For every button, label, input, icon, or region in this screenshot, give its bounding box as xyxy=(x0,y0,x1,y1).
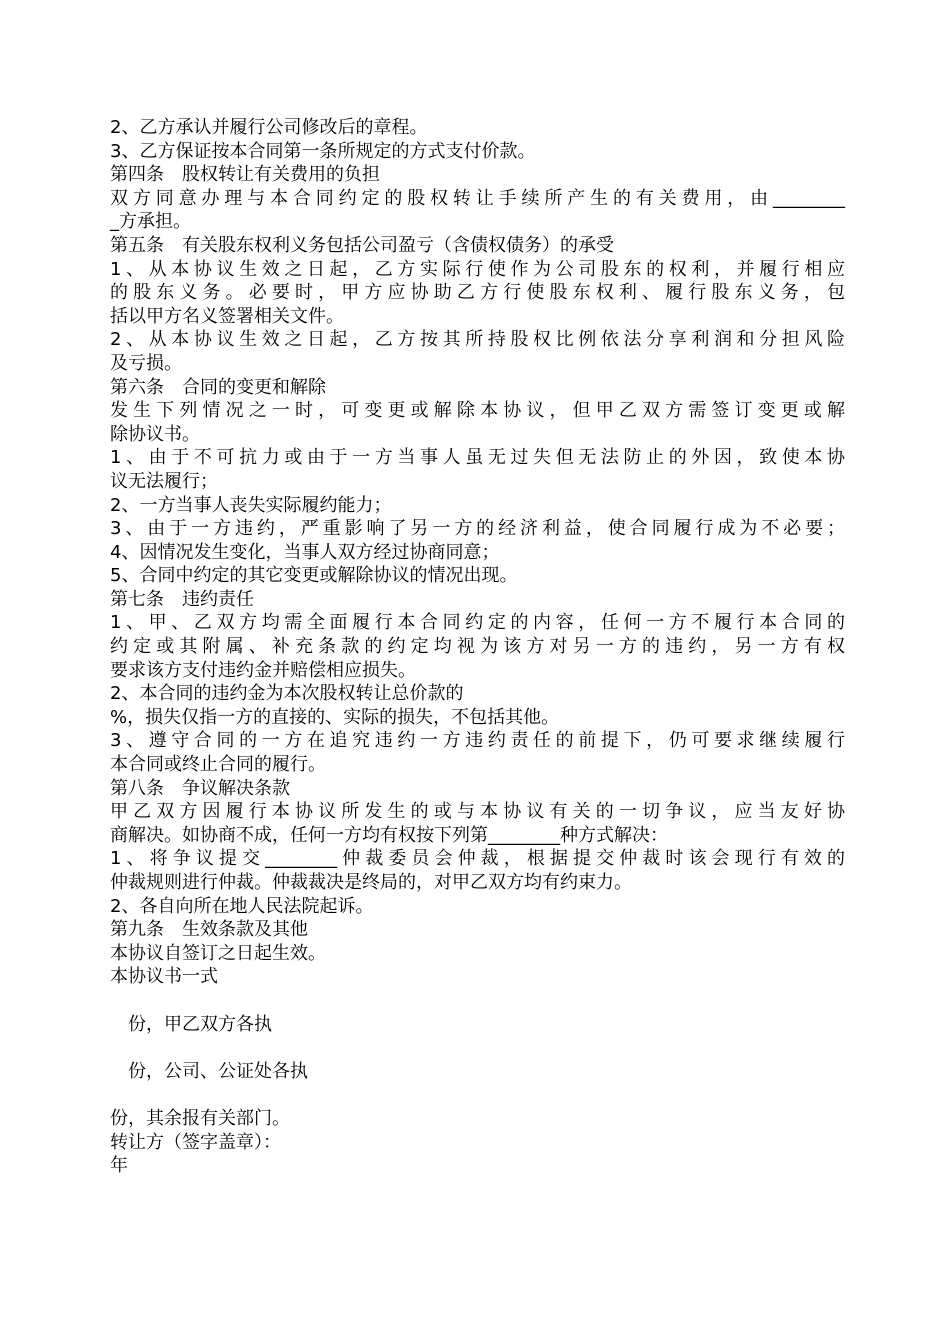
article-6-intro-line-2: 除协议书。 xyxy=(110,423,200,445)
article-9-copies-line-3: 份，公司、公证处各执 xyxy=(110,1060,308,1082)
article-9-copies-line-4: 份，其余报有关部门。 xyxy=(110,1107,290,1129)
article-9-heading: 第九条 生效条款及其他 xyxy=(110,919,308,941)
article-9-copies-line-1: 本协议书一式 xyxy=(110,966,218,988)
article-4-text-cont: _方承担。 xyxy=(110,211,191,233)
document-body xyxy=(110,116,845,1178)
article-7-item-1-line-1: 1、甲、乙双方均需全面履行本合同约定的内容，任何一方不履行本合同的 xyxy=(110,612,845,634)
blank-line xyxy=(110,1083,845,1107)
article-8-intro-line-2: 商解决。如协商不成，任何一方均有权按下列第________种方式解决： xyxy=(110,824,668,846)
clause-3-item-3: 3、乙方保证按本合同第一条所规定的方式支付价款。 xyxy=(110,140,536,162)
blank-line xyxy=(110,1036,845,1060)
article-5-heading: 第五条 有关股东权利义务包括公司盈亏（含债权债务）的承受 xyxy=(110,234,614,256)
transferor-signature: 转让方（签字盖章）： xyxy=(110,1131,281,1153)
article-7-item-1-line-2: 约定或其附属、补充条款的约定均视为该方对另一方的违约，另一方有权 xyxy=(110,636,845,658)
article-6-item-4: 4、因情况发生变化，当事人双方经过协商同意； xyxy=(110,541,500,563)
article-7-item-2-line-1: 2、本合同的违约金为本次股权转让总价款的 xyxy=(110,683,464,705)
article-8-intro-line-1: 甲乙双方因履行本协议所发生的或与本协议有关的一切争议，应当友好协 xyxy=(110,801,845,823)
article-6-heading: 第六条 合同的变更和解除 xyxy=(110,376,326,398)
article-8-item-2: 2、各自向所在地人民法院起诉。 xyxy=(110,895,374,917)
article-8-item-1-line-1: 1、将争议提交________仲裁委员会仲裁，根据提交仲裁时该会现行有效的 xyxy=(110,848,845,870)
article-6-item-5: 5、合同中约定的其它变更或解除协议的情况出现。 xyxy=(110,565,518,587)
clause-3-item-2: 2、乙方承认并履行公司修改后的章程。 xyxy=(110,117,428,138)
article-6-item-3: 3、由于一方违约，严重影响了另一方的经济利益，使合同履行成为不必要； xyxy=(110,518,845,540)
article-7-heading: 第七条 违约责任 xyxy=(110,588,254,610)
article-9-copies-line-2: 份，甲乙双方各执 xyxy=(110,1013,272,1035)
article-9-effective: 本协议自签订之日起生效。 xyxy=(110,942,326,964)
article-8-item-1-line-2: 仲裁规则进行仲裁。仲裁裁决是终局的，对甲乙双方均有约束力。 xyxy=(110,872,632,893)
blank-line xyxy=(110,989,845,1013)
article-5-item-1-line-2: 的股东义务。必要时，甲方应协助乙方行使股东权利、履行股东义务，包 xyxy=(110,282,845,304)
article-7-item-1-line-3: 要求该方支付违约金并赔偿相应损失。 xyxy=(110,659,416,681)
article-7-item-2-line-2: %，损失仅指一方的直接的、实际的损失，不包括其他。 xyxy=(110,706,560,728)
article-4-heading: 第四条 股权转让有关费用的负担 xyxy=(110,164,380,186)
date-year: 年 xyxy=(110,1155,128,1177)
article-8-heading: 第八条 争议解决条款 xyxy=(110,777,290,799)
article-7-item-3-line-2: 本合同或终止合同的履行。 xyxy=(110,754,326,776)
article-5-item-2-line-1: 2、从本协议生效之日起，乙方按其所持股权比例依法分享利润和分担风险 xyxy=(110,329,845,351)
article-5-item-1-line-3: 括以甲方名义签署相关文件。 xyxy=(110,305,344,327)
article-6-item-2: 2、一方当事人丧失实际履约能力； xyxy=(110,494,392,516)
article-5-item-2-line-2: 及亏损。 xyxy=(110,352,182,374)
article-4-text: 双方同意办理与本合同约定的股权转让手续所产生的有关费用，由________ xyxy=(110,187,845,209)
article-7-item-3-line-1: 3、遵守合同的一方在追究违约一方违约责任的前提下，仍可要求继续履行 xyxy=(110,730,845,752)
article-6-item-1-line-1: 1、由于不可抗力或由于一方当事人虽无过失但无法防止的外因，致使本协 xyxy=(110,447,845,469)
article-6-item-1-line-2: 议无法履行； xyxy=(110,470,218,492)
article-5-item-1-line-1: 1、从本协议生效之日起，乙方实际行使作为公司股东的权利，并履行相应 xyxy=(110,258,845,280)
article-6-intro-line-1: 发生下列情况之一时，可变更或解除本协议，但甲乙双方需签订变更或解 xyxy=(110,400,845,422)
